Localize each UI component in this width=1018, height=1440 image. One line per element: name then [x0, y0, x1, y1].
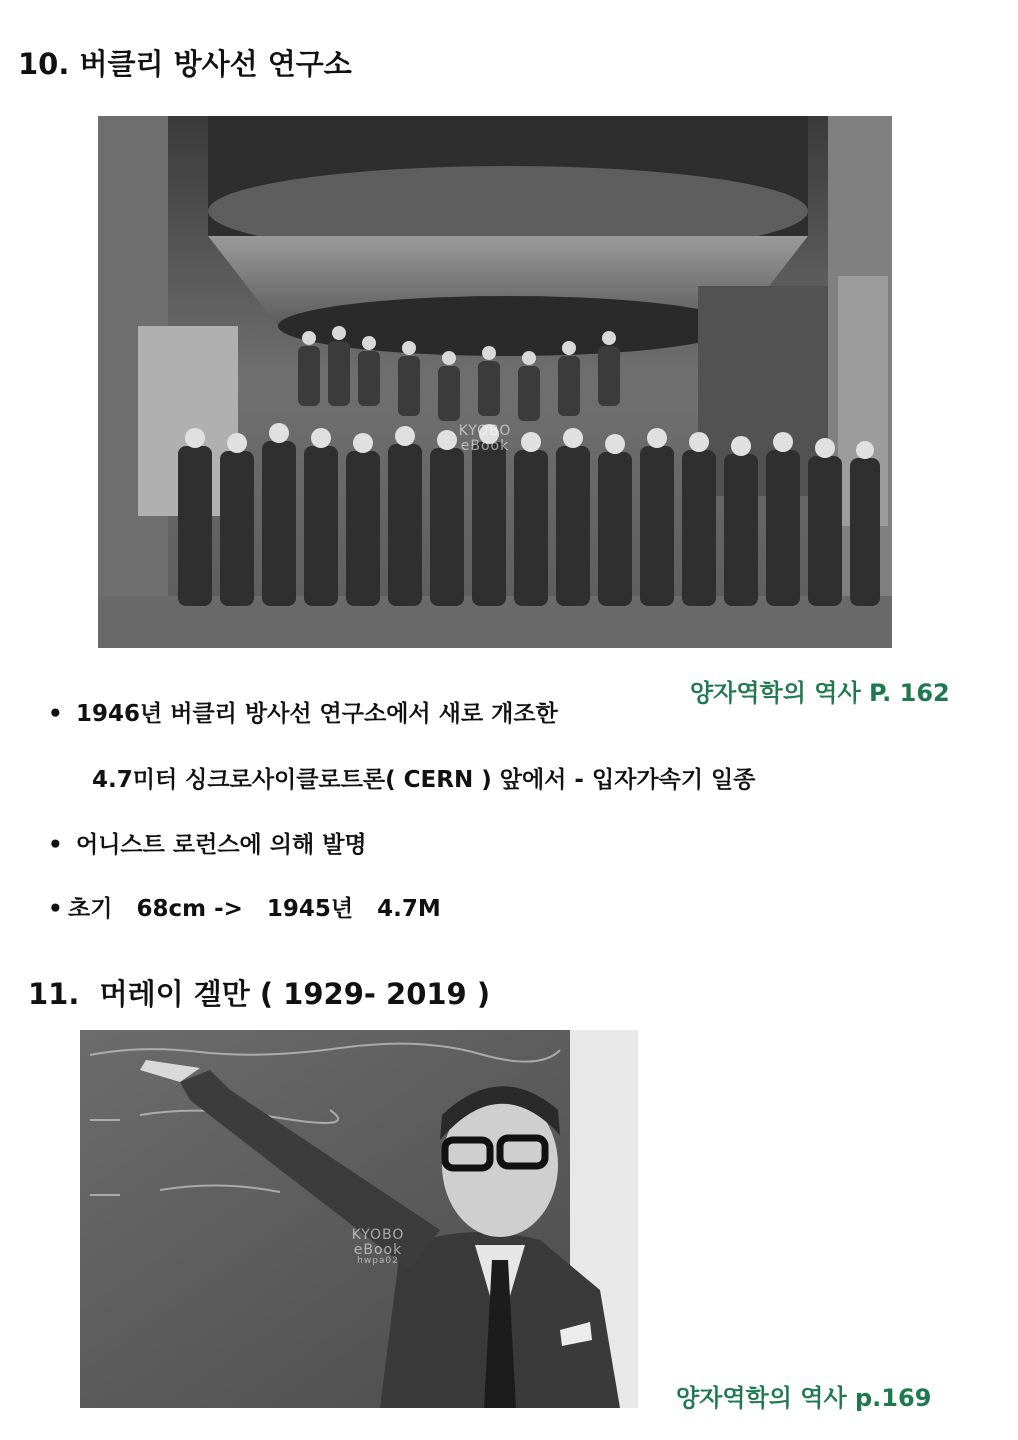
- bullet-marker: •: [48, 832, 63, 858]
- bullet-text: 1946년 버클리 방사선 연구소에서 새로 개조한: [76, 701, 558, 727]
- bullet-continuation: [92, 761, 756, 794]
- section-11-heading: 11. 머레이 겔만 ( 1929- 2019 ): [28, 977, 491, 1011]
- photo-caption-p169: 양자역학의 역사 p.169: [676, 1384, 932, 1412]
- bullet-text: 어니스트 로런스에 의해 발명: [76, 832, 367, 858]
- ebook-watermark: KYOBO eBook hwpa02: [351, 1227, 405, 1267]
- bullet-text: 초기 68cm -> 1945년 4.7M: [68, 896, 441, 922]
- section-10-heading: 10. 버클리 방사선 연구소: [18, 47, 352, 81]
- photo-caption-p162: 양자역학의 역사 P. 162: [690, 679, 950, 707]
- bullet-marker: •: [48, 701, 63, 727]
- bullet-marker: •: [48, 896, 63, 922]
- bullet-item: [48, 826, 367, 859]
- bullet-item: [48, 695, 558, 728]
- bullet-item: [48, 890, 441, 923]
- bullet-text: 4.7미터 싱크로사이클로트론( CERN ) 앞에서 - 입자가속기 일종: [92, 767, 756, 793]
- berkeley-cyclotron-photo: [98, 116, 892, 648]
- murray-gell-mann-photo: [80, 1030, 638, 1408]
- ebook-watermark: KYOBO eBook: [458, 423, 512, 454]
